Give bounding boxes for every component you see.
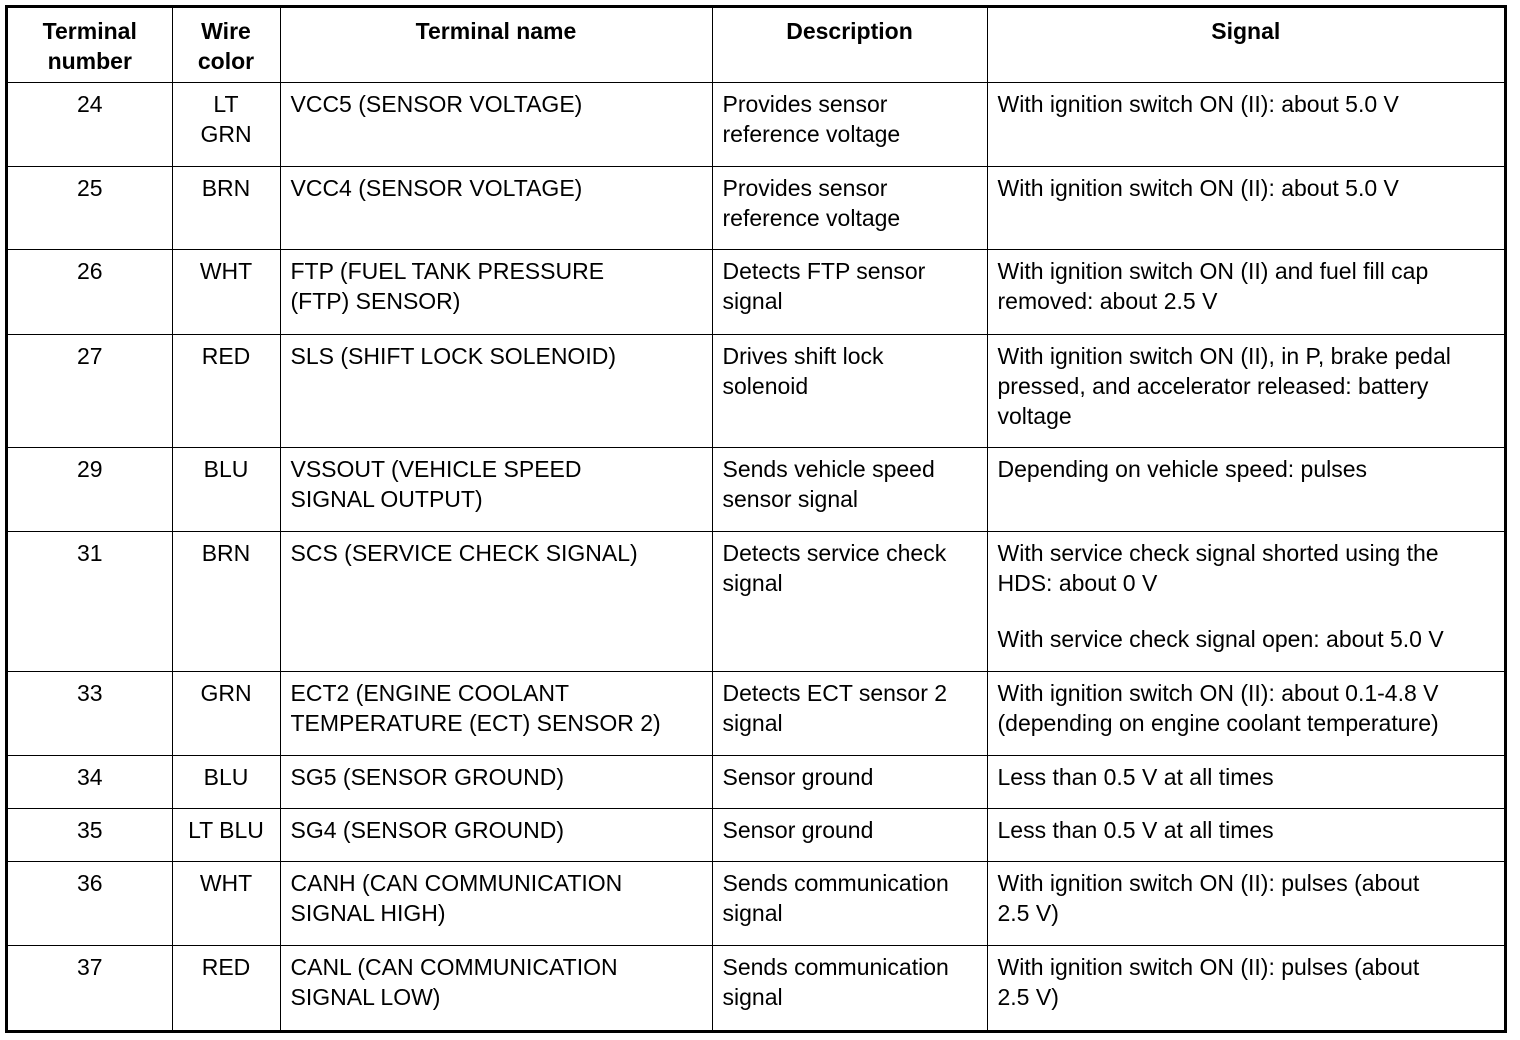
signal-cell <box>987 755 1504 808</box>
signal-cell <box>987 334 1504 447</box>
description-line: Detects FTP sensor <box>722 258 926 285</box>
wire-color-cell <box>172 334 280 447</box>
terminal-name-line: SIGNAL LOW) <box>290 984 441 1011</box>
terminal-number-cell: 37 <box>8 946 172 1030</box>
table-body <box>8 83 1504 1031</box>
description-cell <box>712 671 987 755</box>
wire-color-line: WHT <box>199 258 253 285</box>
terminal-name-cell <box>280 83 712 167</box>
signal-line: pressed, and accelerator released: battery <box>997 372 1429 399</box>
terminal-number-cell: 25 <box>8 167 172 250</box>
wire-color-cell <box>172 808 280 861</box>
wire-color-cell <box>172 83 280 167</box>
description-line: reference voltage <box>722 205 901 232</box>
description-cell <box>712 808 987 861</box>
terminal-number-cell: 27 <box>8 334 172 447</box>
signal-line: With ignition switch ON (II): about 0.1-4.8 V <box>997 679 1439 706</box>
description-line: Detects ECT sensor 2 <box>722 679 948 706</box>
description-line: signal <box>722 984 783 1011</box>
terminal-number-cell: 35 <box>8 808 172 861</box>
terminal-name-cell <box>280 755 712 808</box>
description-line: signal <box>722 900 783 926</box>
signal-line: With service check signal shorted using the <box>997 540 1439 567</box>
signal-cell <box>987 83 1504 167</box>
description-cell <box>712 447 987 531</box>
header-terminal-number: Terminal number <box>8 8 172 83</box>
terminal-name-line: VCC4 (SENSOR VOLTAGE) <box>290 175 583 202</box>
terminal-number-cell: 36 <box>8 862 172 946</box>
table-row <box>8 671 1504 755</box>
signal-line: Less than 0.5 V at all times <box>997 816 1274 843</box>
description-cell <box>712 250 987 334</box>
wire-color-line: BRN <box>201 540 251 567</box>
signal-cell <box>987 532 1504 671</box>
terminal-number-cell: 33 <box>8 671 172 755</box>
terminal-name-line: FTP (FUEL TANK PRESSURE <box>290 258 605 285</box>
terminal-number-cell: 24 <box>8 83 172 167</box>
terminal-name-line: CANH (CAN COMMUNICATION <box>290 870 623 896</box>
terminal-name-cell <box>280 334 712 447</box>
terminal-name-cell <box>280 671 712 755</box>
description-cell <box>712 167 987 250</box>
description-line: solenoid <box>722 372 809 399</box>
description-cell <box>712 334 987 447</box>
wire-color-line: BRN <box>201 175 251 202</box>
signal-line: With ignition switch ON (II): pulses (about <box>997 954 1420 981</box>
terminal-number-cell: 31 <box>8 532 172 671</box>
description-line: Provides sensor <box>722 91 888 117</box>
wire-color-cell <box>172 862 280 946</box>
terminal-name-line: SCS (SERVICE CHECK SIGNAL) <box>290 540 638 567</box>
terminal-name-cell <box>280 946 712 1030</box>
signal-line: Less than 0.5 V at all times <box>997 763 1274 790</box>
terminal-name-cell <box>280 250 712 334</box>
wire-color-line: GRN <box>200 121 252 147</box>
signal-cell <box>987 862 1504 946</box>
terminal-number-cell: 26 <box>8 250 172 334</box>
signal-line: Depending on vehicle speed: pulses <box>997 455 1368 482</box>
signal-line: With ignition switch ON (II): about 5.0 V <box>997 175 1399 202</box>
wire-color-line: WHT <box>199 870 253 896</box>
header-description: Description <box>712 8 987 83</box>
wire-color-line: BLU <box>203 763 249 790</box>
wire-color-cell <box>172 755 280 808</box>
wire-color-cell <box>172 671 280 755</box>
wire-color-cell <box>172 167 280 250</box>
table-row <box>8 946 1504 1030</box>
terminal-number-cell: 34 <box>8 755 172 808</box>
description-cell <box>712 83 987 167</box>
table-row <box>8 862 1504 946</box>
terminal-name-line: ECT2 (ENGINE COOLANT <box>290 679 570 706</box>
terminal-name-cell <box>280 167 712 250</box>
terminal-name-line: TEMPERATURE (ECT) SENSOR 2) <box>290 709 661 736</box>
description-line: Provides sensor <box>722 175 888 202</box>
signal-line: With ignition switch ON (II), in P, brake pedal <box>997 342 1451 369</box>
terminal-name-line: SIGNAL HIGH) <box>290 900 446 926</box>
terminal-number-cell: 29 <box>8 447 172 531</box>
terminal-name-line: SLS (SHIFT LOCK SOLENOID) <box>290 342 616 369</box>
table-row <box>8 532 1504 671</box>
description-cell <box>712 946 987 1030</box>
terminal-name-line: VSSOUT (VEHICLE SPEED <box>290 455 582 482</box>
signal-line: removed: about 2.5 V <box>997 288 1218 315</box>
signal-cell <box>987 167 1504 250</box>
terminal-name-line: CANL (CAN COMMUNICATION <box>290 954 618 981</box>
wire-color-line: LT <box>213 91 239 117</box>
signal-line: 2.5 V) <box>997 900 1059 926</box>
header-signal: Signal <box>987 8 1504 83</box>
signal-line: With service check signal open: about 5.0 V <box>997 626 1444 653</box>
terminal-table <box>8 8 1504 1030</box>
signal-cell <box>987 250 1504 334</box>
description-line: sensor signal <box>722 485 859 512</box>
signal-line: With ignition switch ON (II): pulses (about <box>997 870 1420 896</box>
wire-color-line: RED <box>201 342 251 369</box>
description-line: Sends communication <box>722 954 949 981</box>
signal-line: 2.5 V) <box>997 984 1059 1011</box>
signal-cell <box>987 447 1504 531</box>
description-cell <box>712 862 987 946</box>
terminal-name-cell <box>280 862 712 946</box>
terminal-name-line: VCC5 (SENSOR VOLTAGE) <box>290 91 583 117</box>
description-cell <box>712 755 987 808</box>
description-line: Sensor ground <box>722 816 874 843</box>
signal-line: With ignition switch ON (II) and fuel fill cap <box>997 258 1429 285</box>
wire-color-cell <box>172 532 280 671</box>
terminal-table-container <box>5 5 1507 1033</box>
description-line: Sensor ground <box>722 763 874 790</box>
wire-color-cell <box>172 250 280 334</box>
header-wire-color: Wire color <box>172 8 280 83</box>
signal-spacer <box>998 598 1495 624</box>
terminal-name-line: (FTP) SENSOR) <box>290 288 461 315</box>
terminal-name-cell <box>280 808 712 861</box>
terminal-name-cell <box>280 447 712 531</box>
description-line: Sends vehicle speed <box>722 455 935 482</box>
description-line: Sends communication <box>722 870 949 896</box>
table-row <box>8 808 1504 861</box>
table-row <box>8 167 1504 250</box>
signal-line: With ignition switch ON (II): about 5.0 V <box>997 91 1399 117</box>
table-row <box>8 447 1504 531</box>
signal-line: (depending on engine coolant temperature) <box>997 709 1439 736</box>
signal-cell <box>987 808 1504 861</box>
wire-color-cell <box>172 447 280 531</box>
signal-line: HDS: about 0 V <box>997 570 1158 597</box>
header-terminal-name: Terminal name <box>280 8 712 83</box>
table-header-row <box>8 8 1504 83</box>
terminal-name-line: SG5 (SENSOR GROUND) <box>290 763 564 790</box>
signal-cell <box>987 946 1504 1030</box>
table-row <box>8 334 1504 447</box>
terminal-name-line: SG4 (SENSOR GROUND) <box>290 816 564 843</box>
description-line: Drives shift lock <box>722 342 884 369</box>
description-line: signal <box>722 709 783 736</box>
wire-color-line: RED <box>201 954 251 981</box>
description-cell <box>712 532 987 671</box>
terminal-name-cell <box>280 532 712 671</box>
table-row <box>8 83 1504 167</box>
description-line: signal <box>722 570 783 597</box>
wire-color-line: LT BLU <box>188 816 264 843</box>
table-row <box>8 250 1504 334</box>
terminal-name-line: SIGNAL OUTPUT) <box>290 485 483 512</box>
wire-color-line: GRN <box>200 679 252 706</box>
description-line: signal <box>722 288 783 315</box>
description-line: reference voltage <box>722 121 901 147</box>
wire-color-cell <box>172 946 280 1030</box>
signal-line: voltage <box>997 402 1072 429</box>
signal-cell <box>987 671 1504 755</box>
table-row <box>8 755 1504 808</box>
description-line: Detects service check <box>722 540 947 567</box>
wire-color-line: BLU <box>203 455 249 482</box>
